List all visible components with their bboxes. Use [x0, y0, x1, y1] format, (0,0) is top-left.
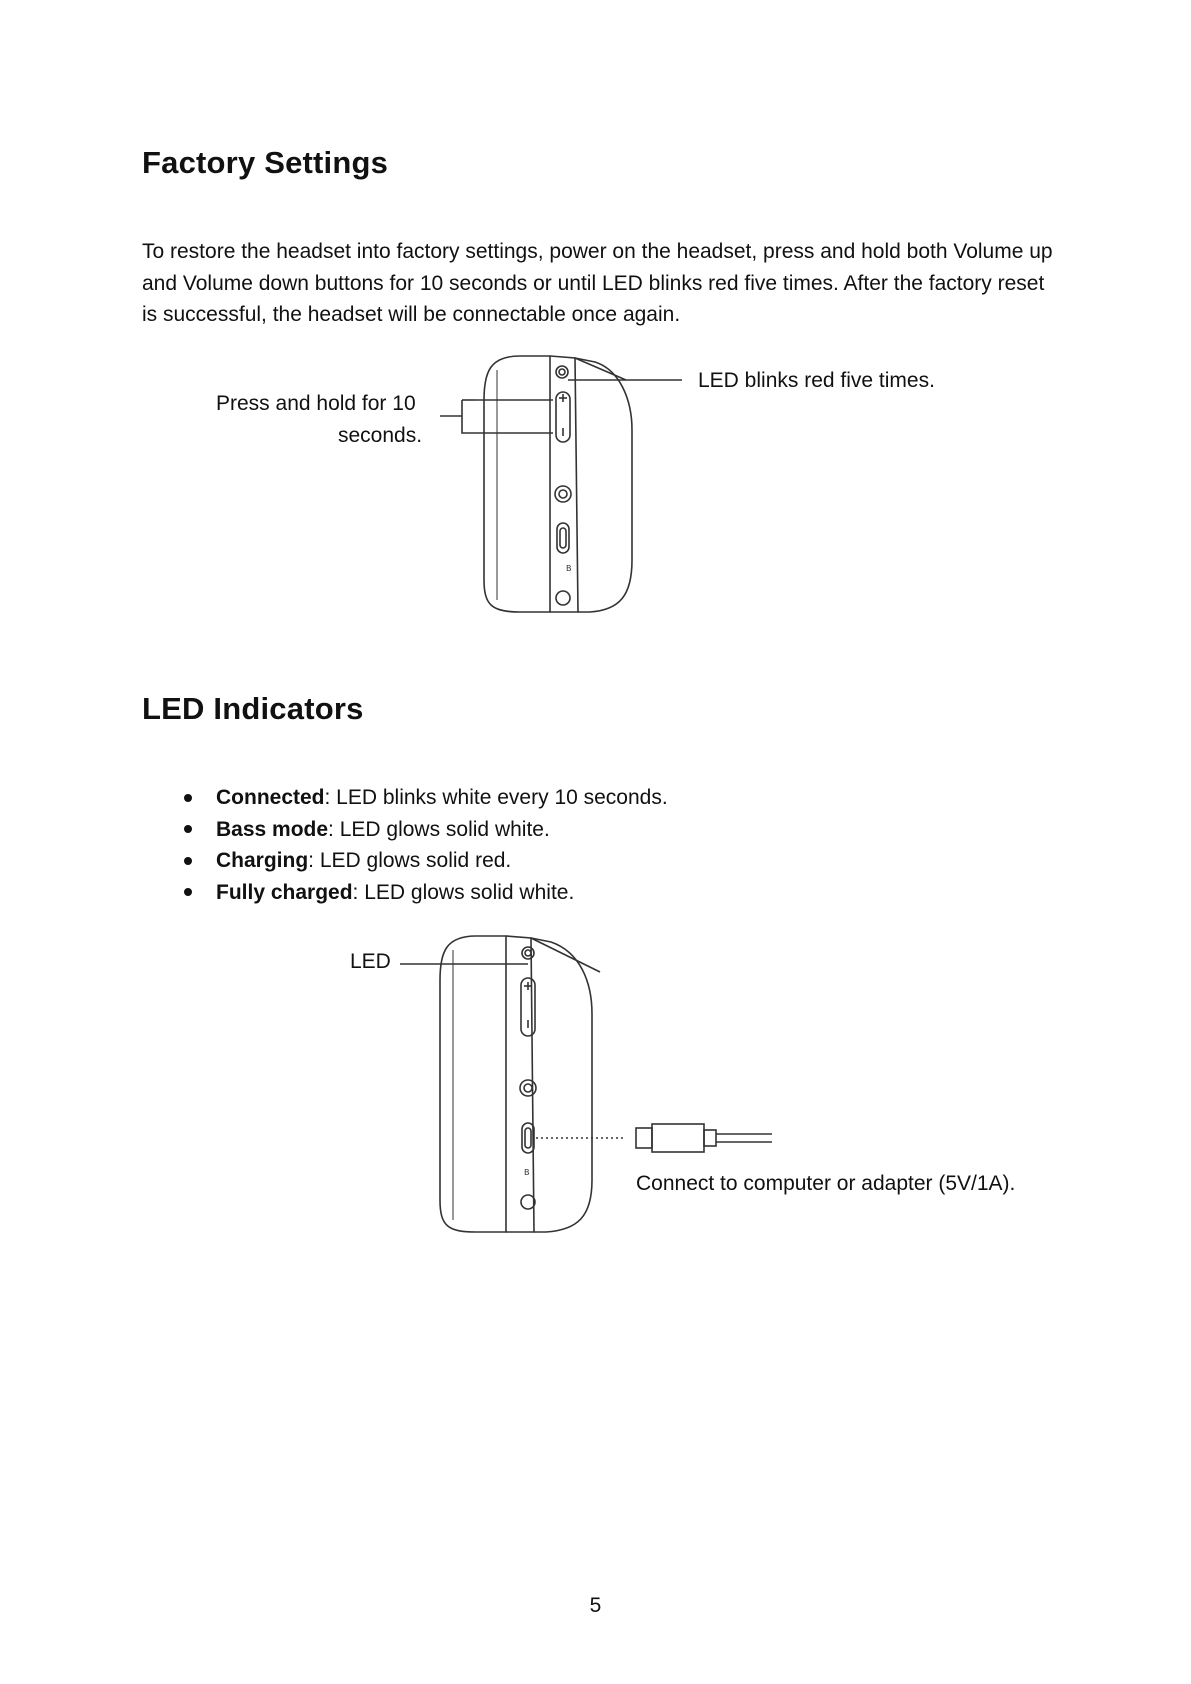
press-hold-label-line2: seconds. [338, 424, 423, 447]
headset-side-illustration [0, 0, 1191, 640]
list-item [142, 845, 668, 877]
led-term: Fully charged [216, 880, 353, 904]
connect-label: Connect to computer or adapter (5V/1A). [636, 1172, 1016, 1195]
led-indicator-list [142, 782, 668, 908]
bullet-icon [184, 857, 192, 865]
bullet-icon [184, 825, 192, 833]
list-item [142, 814, 668, 846]
led-desc: : LED glows solid red. [308, 849, 512, 872]
led-label: LED [350, 950, 391, 973]
svg-text:B: B [524, 1168, 530, 1177]
led-desc: : LED glows solid white. [328, 817, 550, 841]
bullet-icon [184, 888, 192, 896]
led-blinks-label: LED blinks red five times. [698, 369, 935, 392]
led-indicators-heading: LED Indicators [142, 691, 364, 726]
led-term: Charging [216, 849, 309, 872]
page-number: 5 [589, 1594, 602, 1617]
list-item [142, 782, 668, 814]
led-term: Connected [216, 786, 325, 809]
led-term: Bass mode [216, 817, 329, 841]
press-hold-label-line1: Press and hold for 10 [216, 392, 416, 415]
factory-settings-heading: Factory Settings [142, 145, 389, 180]
factory-settings-paragraph: To restore the headset into factory settings, power on the headset, press and hold both Volume up and Volume down buttons for 10 seconds or until LED blinks red five times. After the factory reset is successful, the headset will be connectable once again. [142, 240, 1053, 326]
led-desc: : LED glows solid white. [352, 880, 575, 904]
factory-reset-figure [0, 0, 1191, 640]
svg-text:B: B [566, 564, 572, 573]
bullet-icon [184, 794, 192, 802]
led-desc: : LED blinks white every 10 seconds. [324, 786, 668, 809]
